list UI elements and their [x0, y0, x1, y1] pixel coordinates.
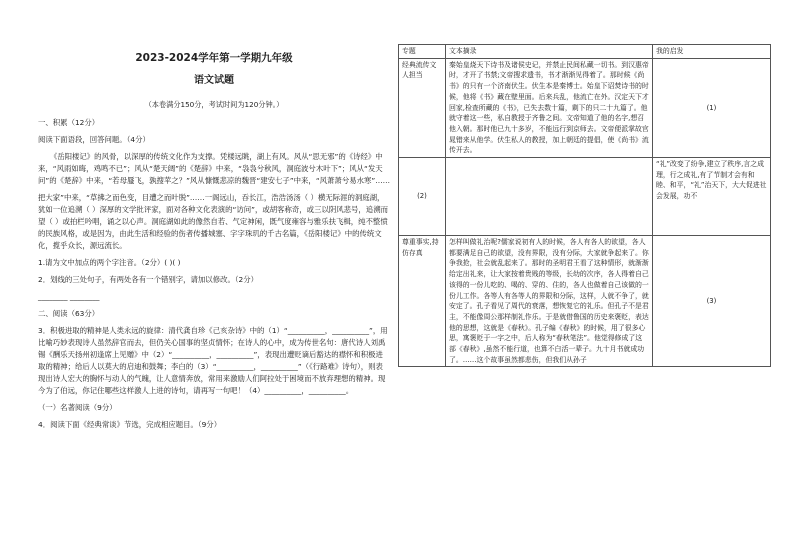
- row-1-answer-slot: (1): [653, 58, 771, 157]
- section-3-heading: （一）名著阅读（9分）: [38, 402, 117, 412]
- section-2-heading: 二、阅读（63分）: [38, 308, 100, 318]
- header-text: 文本摘录: [446, 45, 653, 59]
- question-1: 1.请为文中加点的两个字注音。（2分）( )( ): [38, 257, 181, 267]
- reading-table: [398, 44, 771, 367]
- header-insight: 我的启发: [653, 45, 771, 59]
- row-3-text: 怎样叫做礼治呢?儒家说初有人的时候，各人有各人的欲望，各人都要满足自己的欲望，没有界限，没有分际，大家就争起来了。你争我抢，社会就乱起来了。那时的圣明君王看了这种情形，就渐渐给定出礼来，让大家按着贵贱的等级，长幼的次序，各人得着自己该得的一份儿吃的、喝的、穿的、住的，各人也做着自己该做的一份儿工作。各等人有各等人的界限和分际，这样，人就不争了，就安定了。孔子看见了周代的衰落，想恢复它的礼乐。但孔子不是君主，不能像周公那样制礼作乐。于是就借鲁国的历史来褒贬，表达他的思想，这就是《春秋》。孔子编《春秋》的时候，用了很多心思，寓褒贬于一字之中，后人称为“春秋笔法”。他觉得修成了这部《春秋》,虽然不能行道，也算不白活一辈子。九十月书就成功了。……这个故事虽然都悲伤，但我们从孙子: [446, 236, 653, 367]
- left-page: [38, 44, 390, 436]
- row-2-insight: “礼”改变了纷争,建立了秩序,言之成理，行之成礼,有了节制才会有和睦、和平，“礼”治天下，大大促进社会发展，功不: [653, 158, 771, 236]
- row-2-text: [446, 158, 653, 236]
- exam-note: （本卷满分150分，考试时间为120分钟。）: [144, 100, 284, 110]
- exam-title: 2023-2024学年第一学期九年级: [135, 52, 293, 64]
- table-row: [399, 158, 771, 236]
- section-1-heading: 一、积累（12分）: [38, 117, 100, 127]
- row-3-topic: 尊重事实,持仿存真: [399, 236, 446, 367]
- row-1-topic: 经典流传文人担当: [399, 58, 446, 157]
- table-row: [399, 236, 771, 367]
- question-3: 3．积极进取的精神是人类永远的旋律：清代龚自珍《己亥杂诗》中的（1）“__________，__________”，用比喻巧妙表现诗人虽然辞官而去，但仍关心国事的坚贞情怀；在诗人的心中，成为传世名句：唐代诗人刘禹锡《酬乐天扬州初逢席上见赠》中（2）“__________，__________”，表现出遭贬谪后豁达的襟怀和积极进取的精神；给后人以莫大的启迪和鼓舞；李白的（3）“__________，__________”（《行路难》诗句），则表现出诗人宏大的胸怀与动人的气魄，让人意情奔放，常用来激励人们阿拉处于困境而不放弃理想的精神。现今为了伯远，你记住哪些这样激人上进的诗句，请再写一句吧！（4）__________，__________。: [38, 325, 388, 395]
- row-2-topic: (2): [399, 158, 446, 236]
- header-topic: 专题: [399, 45, 446, 59]
- row-1-text: 秦始皇烧天下诗书及诸侯史记，并禁止民间私藏一切书。到汉惠帝时，才开了书禁;文帝搜求遗书，书才渐渐见得着了。那时候《尚书》的只有一个济南伏生。伏生本是秦博士。始皇下诏焚诗书的时候，他将《书》藏在壁里面。后来兵乱，他流亡在外。汉定天下才回家,检查所藏的《书》，已失去数十篇，剩下的只二十九篇了。他就守着这一些，私自教授于齐鲁之间。文帝知道了他的名字,想召他入朝。那时他已九十多岁，不能远行到京师去。文帝便派掌故官晁错来从他学。伏生私人的教授，加上朝廷的提倡，使《尚书》流传开去。: [446, 58, 653, 157]
- row-3-answer-slot: (3): [653, 236, 771, 367]
- passage-paragraph-2: 把大家”中来，“草拂之而色变，目遭之而叶脱”……一阁远山，吞长江，浩浩汤汤（ ）横无际涯的洞庭湖，犹如一位追溯（ ）深厚的文学批评家，面对各种文化表演的“访问”，或胡客称奇，或三以阴风悲号，追溯而望（ ）或拍栏吟唱，诵之以心声。洞庭湖如此的像然自若、气定神闲，既气度雍容与雅乐扶飞楫，纯不整愤的民族风格，或是因为，由此生活和经验的伤者传播城塞、字字珠玑的千古名篇，《岳阳楼记》中的传统文化，揽乎众长，源远流长。: [38, 192, 388, 250]
- section-1-intro: 阅读下面语段，回答问题。（4分）: [38, 134, 150, 144]
- exam-subject: 语文试题: [194, 75, 234, 86]
- passage-paragraph-1: 《岳阳楼记》的风骨，以深厚的传统文化作为支撑。凭楼远眺，湖上有风。风从“思无邪”的《诗经》中来，“风雨如晦，鸡鸣不已”；风从“楚天阔”的《楚辞》中来，“袅袅兮秋风，洞庭波兮木叶下”；风从“发天问”的《楚辞》中来，“若母蜃飞，孰搜苹之？”风从慷慨悲凉的魏晋“建安七子”中来，“风萧萧兮易水寒”……: [38, 151, 390, 185]
- question-2: 2．划线的三处句子，有两处各有一个错别字，请加以修改。（2分）: [38, 274, 259, 284]
- question-2-blanks: ________ ________: [38, 291, 100, 301]
- question-4: 4．阅读下面《经典常谈》节选，完成相应题目。（9分）: [38, 419, 222, 429]
- table-header-row: [399, 45, 771, 59]
- table-row: [399, 58, 771, 157]
